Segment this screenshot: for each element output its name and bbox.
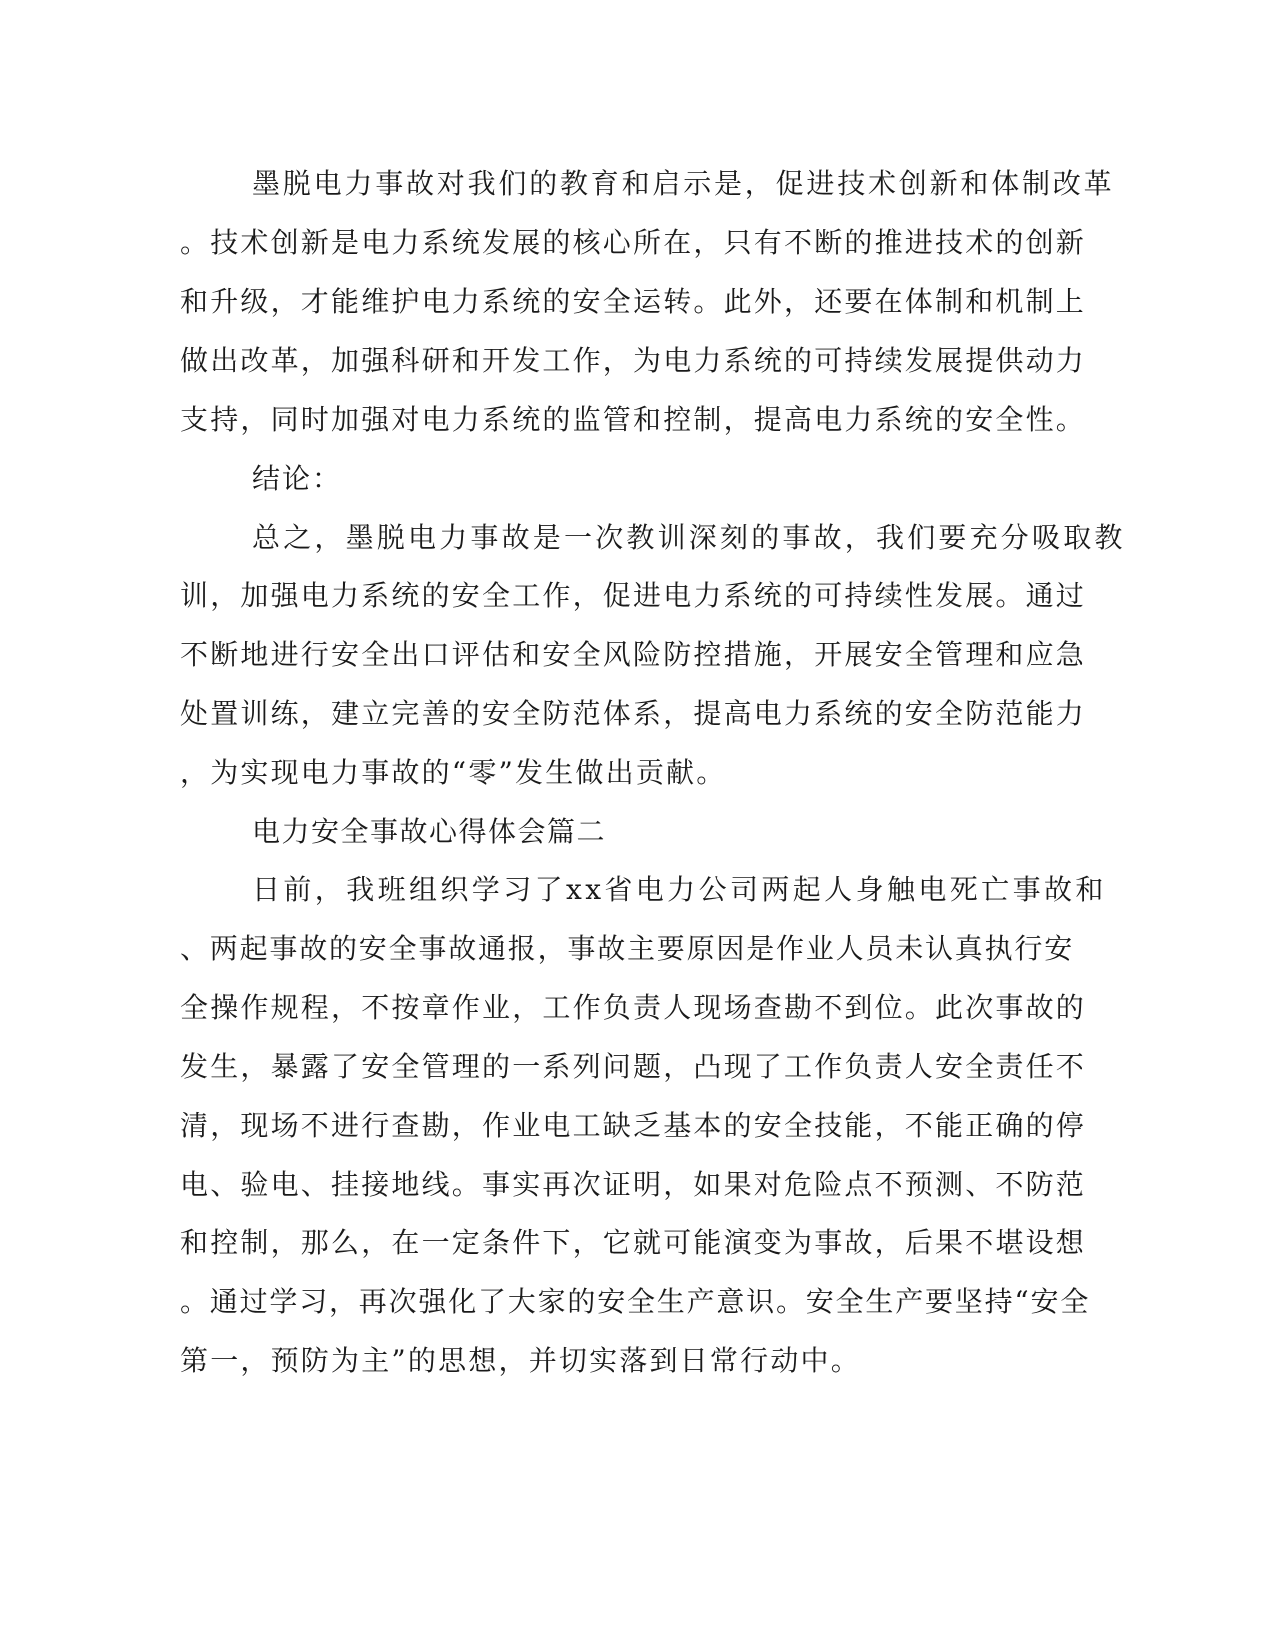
text-line: 训，加强电力系统的安全工作，促进电力系统的可持续性发展。通过 <box>180 579 1087 612</box>
text-line: 电、验电、挂接地线。事实再次证明，如果对危险点不预测、不防范 <box>180 1168 1087 1201</box>
text-line: 。通过学习，再次强化了大家的安全生产意识。安全生产要坚持“安全 <box>180 1285 1091 1318</box>
text-line: 全操作规程，不按章作业，工作负责人现场查勘不到位。此次事故的 <box>180 991 1087 1024</box>
text-line: 清，现场不进行查勘，作业电工缺乏基本的安全技能，不能正确的停 <box>180 1109 1087 1142</box>
text-line: 总之，墨脱电力事故是一次教训深刻的事故，我们要充分吸取教 <box>252 521 1126 554</box>
section-heading-part-two: 电力安全事故心得体会篇二 <box>252 815 607 848</box>
text-line: 不断地进行安全出口评估和安全风险防控措施，开展安全管理和应急 <box>180 638 1087 671</box>
text-line: 、两起事故的安全事故通报，事故主要原因是作业人员未认真执行安 <box>180 932 1075 965</box>
text-line: 发生，暴露了安全管理的一系列问题，凸现了工作负责人安全责任不 <box>180 1050 1087 1083</box>
text-line: 和控制，那么，在一定条件下，它就可能演变为事故，后果不堪设想 <box>180 1226 1087 1259</box>
section-heading-conclusion: 结论： <box>252 462 343 495</box>
text-line: 日前，我班组织学习了xx省电力公司两起人身触电死亡事故和 <box>252 873 1107 906</box>
text-line: 和升级，才能维护电力系统的安全运转。此外，还要在体制和机制上 <box>180 285 1087 318</box>
text-line: ，为实现电力事故的“零”发生做出贡献。 <box>180 756 727 789</box>
text-line: 处置训练，建立完善的安全防范体系，提高电力系统的安全防范能力 <box>180 697 1087 730</box>
text-line: 做出改革，加强科研和开发工作，为电力系统的可持续发展提供动力 <box>180 344 1087 377</box>
text-line: 墨脱电力事故对我们的教育和启示是，促进技术创新和体制改革 <box>252 167 1115 200</box>
text-line: 。技术创新是电力系统发展的核心所在，只有不断的推进技术的创新 <box>180 226 1087 259</box>
text-line: 第一，预防为主”的思想，并切实落到日常行动中。 <box>180 1344 861 1377</box>
text-line: 支持，同时加强对电力系统的监管和控制，提高电力系统的安全性。 <box>180 403 1087 436</box>
